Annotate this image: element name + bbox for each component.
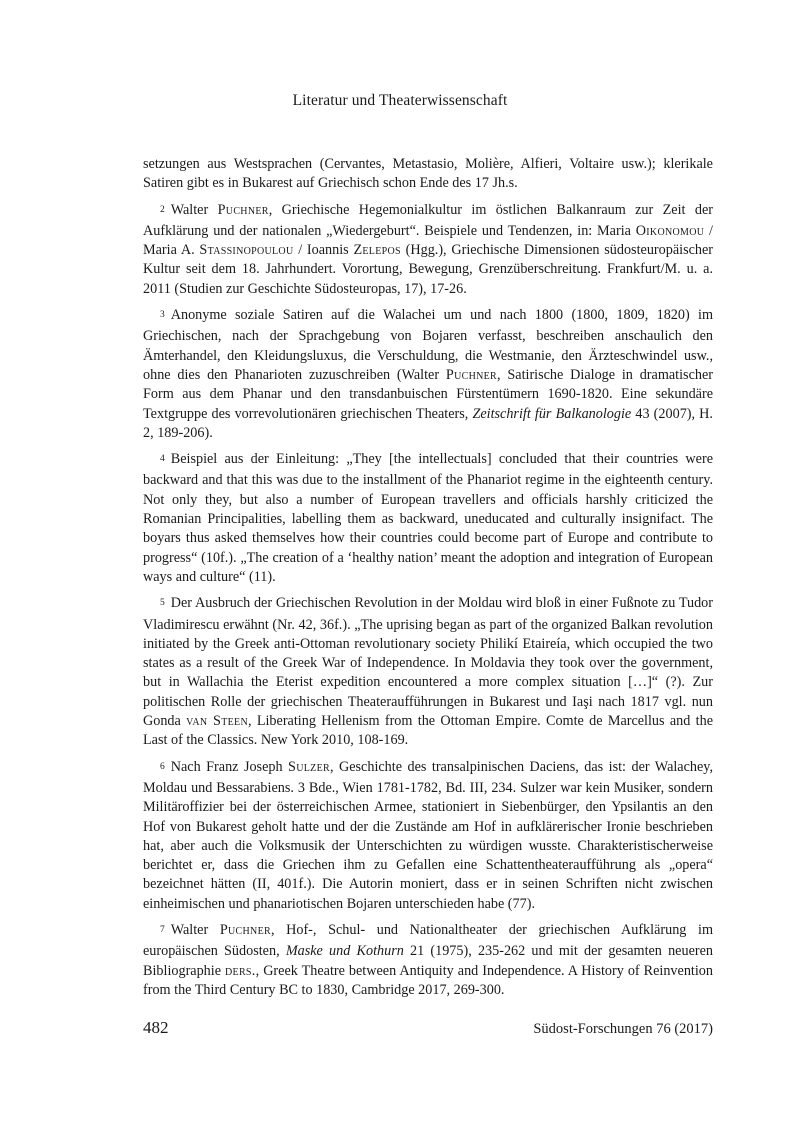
author-name: Puchner [219, 921, 271, 938]
footnote-2 [143, 201, 713, 299]
author-name: Sulzer [288, 758, 330, 775]
footnote-text: Beispiel aus der Einleitung: „They [the intellectuals] concluded that their countries were backward and that this was due to the installment of the Phanariot regime in the eighteenth century. Not only they, but also a number of European travellers and officials harshly criticized the Romanian Principalities, labelling them as backward, uneducated and culturally insignifact. The boyars thus asked themselves how their countries could become part of Europe and contribute to progress“ (10f.). „The creation of a ‘healthy nation’ meant the adoption and integration of European ways and culture“ (11). [143, 451, 713, 585]
author-name: Puchner [217, 201, 269, 218]
author-name: van Steen [186, 713, 248, 730]
footnote-text: Anonyme soziale Satiren auf die Walachei um und nach 1800 (1800, 1809, 1820) im Griechischen, nach der Sprachgebung von Bojaren verfasst, beschreiben anschaulich den Ämterhandel, den Kleidungsluxus, die Verschuldung, die Westmanie, den Ärzteschwindel usw., ohne dies den Phanarioten zuzuschreiben (Walter [143, 307, 713, 383]
footnote-text: Walter [170, 201, 218, 218]
footnote-text: (Hgg.), Griechische Dimensionen südosteuropäischer Kultur seit dem 18. Jahrhundert. Vorortung, Bewegung, Grenzüberschreitung. Frankfurt/M. u. a. 2011 (Studien zur Geschichte Südosteuropas, 17), 17-26. [143, 242, 713, 297]
italic-title: Zeitschrift für Balkanologie [472, 405, 632, 422]
footnote-7 [143, 921, 713, 1000]
footnote-text: , Liberating Hellenism from the Ottoman Empire. Comte de Marcellus and the Last of the Classics. New York 2010, 108-169. [143, 713, 713, 749]
footnote-4 [143, 450, 713, 587]
footnote-text: / Ioannis [293, 242, 354, 259]
footnote-text: Nach Franz Joseph [170, 758, 289, 775]
footnote-6 [143, 758, 713, 914]
footnote-text: , Hof-, Schul- und Nationaltheater der griechischen Aufklärung im europäischen Südosten, [143, 921, 713, 960]
footnote-text: setzungen aus Westsprachen (Cervantes, Metastasio, Molière, Alfieri, Voltaire usw.); klerikale Satiren gibt es in Bukarest auf Griechisch schon Ende des 17 Jh.s. [143, 156, 713, 192]
footnote-3 [143, 306, 713, 443]
footnote-text: , Greek Theatre between Antiquity and Independence. A History of Reinvention from the Third Century BC to 1830, Cambridge 2017, 269-300. [143, 962, 713, 998]
footnote-text: 43 (2007), H. 2, 189-206). [143, 405, 713, 441]
footnote-text: , Griechische Hegemonialkultur im östlichen Balkanraum zur Zeit der Aufklärung und der nationalen „Wiedergeburt“. Beispiele und Tendenzen, in: Maria [143, 201, 713, 239]
running-header: Literatur und Theaterwissenschaft [292, 92, 508, 109]
footnote-5 [143, 594, 713, 750]
footnote-text: Walter [170, 921, 220, 938]
author-name: Zelepos [353, 242, 401, 259]
footnote-text: , Geschichte des transalpinischen Daciens, das ist: der Walachey, Moldau und Bessarabiens. 3 Bde., Wien 1781-1782, Bd. III, 234. Sulzer war kein Musiker, sondern Militäroffizier bei der österreichischen Armee, stationiert in Siebenbürger, den Ypsilantis an den Hof von Bukarest geholt hatte und der die Zustände am Hof in aufklärerischer Ironie beschrieben hat, aber auch die Volksmusik der Unterschichten zu würdigen wusste. Charakteristischerweise berichtet er, dass die Griechen ihm zu Gefallen eine Schattentheateraufführung als „opera“ bezeichnet hätten (II, 401f.). Die Autorin moniert, dass er in seinen Schriften nicht zwischen einheimischen und phanariotischen Bojaren unterschieden habe (77). [143, 758, 714, 912]
footnote-number: 5 [160, 598, 165, 609]
footnote-text: 21 (1975), 235-262 und mit der gesamten neueren Bibliographie [143, 943, 713, 979]
author-name: Stassinopoulou [199, 242, 294, 259]
footnote-text: / Maria A. [143, 222, 714, 259]
footnote-continued [143, 155, 713, 194]
footnote-number: 6 [160, 761, 165, 772]
journal-citation: Südost-Forschungen 76 (2017) [533, 1021, 713, 1037]
footnote-text: , Satirische Dialoge in dramatischer Form aus dem Phanar und den transdanbuischen Fürstentümern 1690-1820. Eine sekundäre Textgruppe des vorrevolutionären griechischen Theaters, [143, 366, 713, 422]
footnote-number: 3 [160, 310, 165, 321]
footnotes-block [143, 155, 713, 1007]
footnote-text: Der Ausbruch der Griechischen Revolution in der Moldau wird bloß in einer Fußnote zu Tudor Vladimirescu erwähnt (Nr. 42, 36f.). „The uprising began as part of the organized Balkan revolution initiated by the Greek anti-Ottoman revolutionary society Philikí Etaireía, which occupied the two states as a result of the Greek War of Independence. In Moldavia they took over the government, but in Wallachia the Eterist expedition encountered a more complex situation […]“ (?). Zur politischen Rolle der griechischen Theateraufführungen in Bukarest und Iaşi nach 1817 vgl. nun Gonda [143, 595, 713, 730]
author-name: Oikonomou [635, 222, 705, 239]
author-name: Puchner [445, 366, 498, 383]
italic-title: Maske und Kothurn [285, 943, 404, 960]
footnote-number: 4 [160, 454, 165, 465]
page-number: 482 [143, 1018, 169, 1037]
footnote-number: 7 [160, 924, 165, 935]
author-name: ders. [225, 962, 256, 979]
footnote-number: 2 [160, 204, 165, 215]
